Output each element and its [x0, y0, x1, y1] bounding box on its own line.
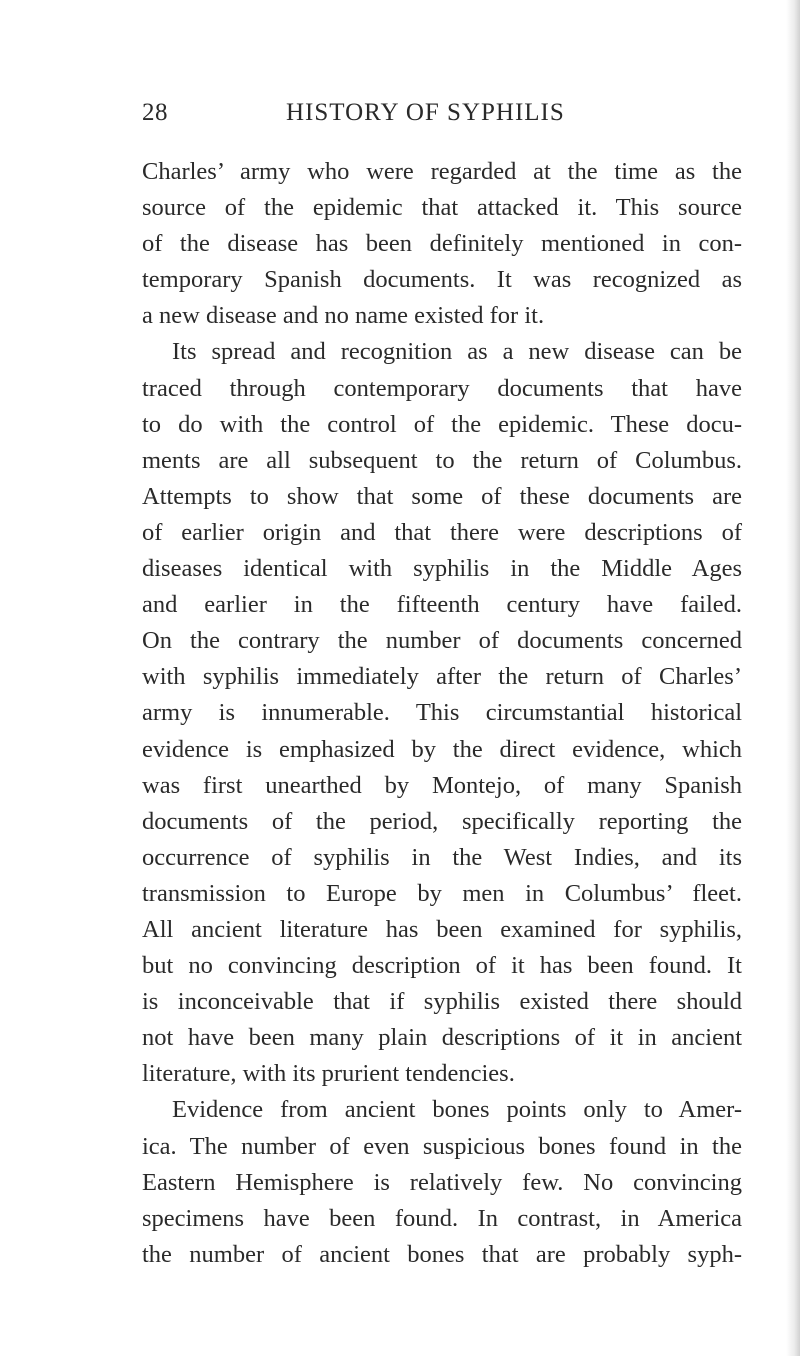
text-line: On the contrary the number of documents concerned [142, 627, 742, 655]
text-line: Evidence from ancient bones points only to Amer- [172, 1096, 742, 1124]
text-line: diseases identical with syphilis in the Middle Ages [142, 555, 742, 583]
text-line: traced through contemporary documents that have [142, 374, 742, 402]
page-edge-shadow [786, 0, 800, 1356]
page-number: 28 [142, 99, 168, 126]
text-line: evidence is emphasized by the direct evidence, which [142, 735, 742, 763]
text-line: but no convincing description of it has been found. It [142, 952, 742, 980]
text-line: All ancient literature has been examined for syphilis, [142, 915, 742, 943]
text-line: ments are all subsequent to the return of Columbus. [142, 446, 742, 474]
text-line: army is innumerable. This circumstantial historical [142, 699, 742, 727]
text-line: literature, with its prurient tendencies. [142, 1060, 515, 1088]
text-line: ica. The number of even suspicious bones found in the [142, 1132, 742, 1160]
text-line: Attempts to show that some of these documents are [142, 482, 742, 510]
text-line: source of the epidemic that attacked it. This source [142, 194, 742, 222]
text-line: specimens have been found. In contrast, in America [142, 1204, 742, 1232]
text-line: is inconceivable that if syphilis existed there should [142, 988, 742, 1016]
text-line: of earlier origin and that there were descriptions of [142, 518, 742, 546]
text-line: was first unearthed by Montejo, of many Spanish [142, 771, 742, 799]
text-line: of the disease has been definitely mentioned in con- [142, 230, 742, 258]
text-line: Its spread and recognition as a new disease can be [172, 338, 742, 366]
text-line: Charles’ army who were regarded at the time as the [142, 158, 742, 185]
running-title: HISTORY OF SYPHILIS [286, 99, 565, 126]
text-line: occurrence of syphilis in the West Indies, and its [142, 843, 742, 871]
text-line: not have been many plain descriptions of it in ancient [142, 1024, 742, 1052]
text-line: a new disease and no name existed for it. [142, 302, 545, 330]
text-line: documents of the period, specifically reporting the [142, 807, 742, 835]
text-line: and earlier in the fifteenth century have failed. [142, 591, 742, 619]
text-line: temporary Spanish documents. It was recognized as [142, 266, 742, 294]
body-text [142, 154, 742, 1273]
text-line: with syphilis immediately after the return of Charles’ [142, 663, 742, 691]
text-line: Eastern Hemisphere is relatively few. No convincing [142, 1168, 742, 1196]
text-line: to do with the control of the epidemic. These docu- [142, 410, 742, 438]
text-line: the number of ancient bones that are probably syph- [142, 1240, 742, 1268]
text-line: transmission to Europe by men in Columbus’ fleet. [142, 879, 742, 907]
running-head [0, 99, 800, 135]
